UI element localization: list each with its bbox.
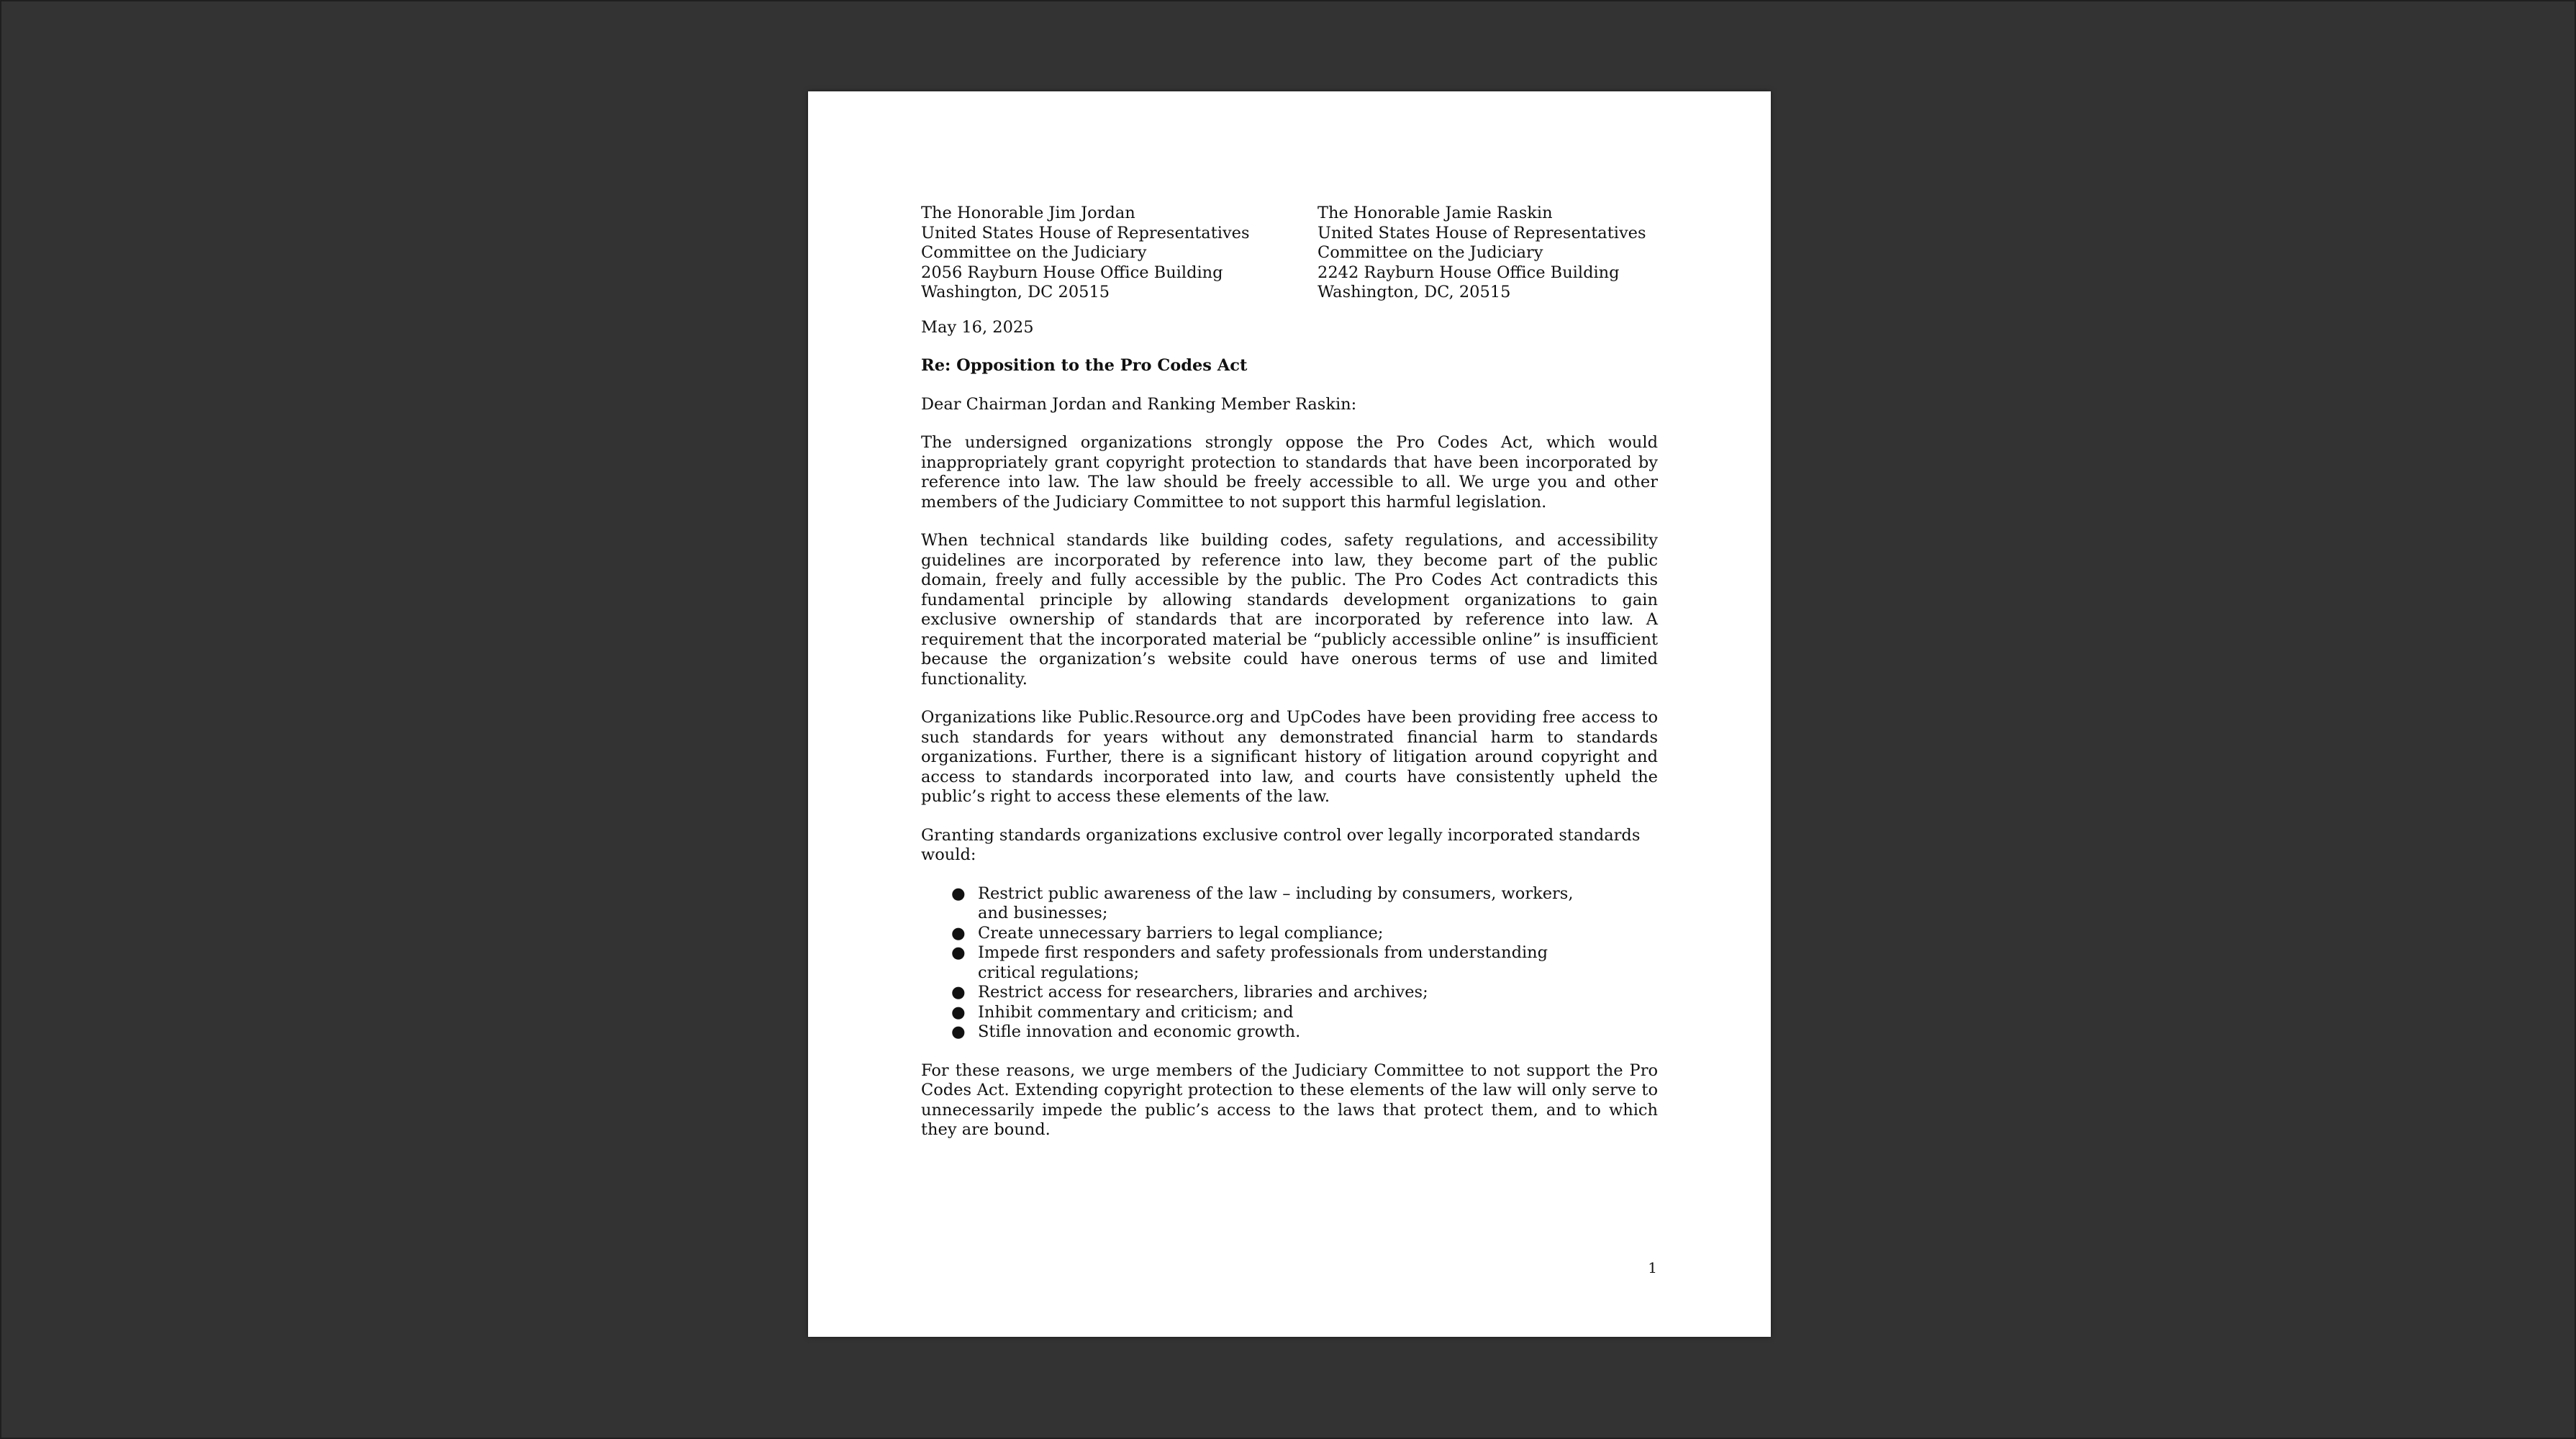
list-item-text: Impede first responders and safety professionals from understanding critical regulations; <box>978 943 1548 982</box>
page-number: 1 <box>1648 1259 1657 1276</box>
paragraph-1: The undersigned organizations strongly oppose the Pro Codes Act, which would inappropriately grant copyright protection to standards that have been incorporated by reference into law. The law should be freely accessible to all. We urge you and other members of the Judiciary Committee to not support this harmful legislation. <box>921 433 1658 512</box>
list-item <box>921 943 1589 983</box>
recipient-city: Washington, DC 20515 <box>921 283 1110 301</box>
recipient-addresses <box>921 204 1658 303</box>
list-item <box>921 1022 1589 1043</box>
list-item-text: Stifle innovation and economic growth. <box>978 1022 1301 1041</box>
letter-date: May 16, 2025 <box>921 317 1034 337</box>
list-intro: Granting standards organizations exclusive control over legally incorporated standards would: <box>921 825 1641 864</box>
bullet-icon: ● <box>951 923 966 943</box>
recipient-city: Washington, DC, 20515 <box>1318 283 1511 301</box>
recipient-name: The Honorable Jamie Raskin <box>1318 204 1553 222</box>
recipient-name: The Honorable Jim Jordan <box>921 204 1135 222</box>
paragraph-3: Organizations like Public.Resource.org and UpCodes have been providing free access to such standards for years without any demonstrated financial harm to standards organizations. Further, there is a significant history of litigation around copyright and access to standards incorporated into law, and courts have consistently upheld the public’s right to access these elements of the law. <box>921 708 1658 806</box>
recipient-office: 2056 Rayburn House Office Building <box>921 263 1223 282</box>
recipient-office: 2242 Rayburn House Office Building <box>1318 263 1620 282</box>
recipient-address-jordan <box>921 204 1318 303</box>
bullet-icon: ● <box>951 983 966 1002</box>
recipient-body: United States House of Representatives <box>1318 223 1646 242</box>
bullet-icon: ● <box>951 884 966 903</box>
list-item <box>921 983 1589 1003</box>
list-item <box>921 884 1589 924</box>
letter-body <box>921 204 1658 1140</box>
recipient-address-raskin <box>1318 204 1658 303</box>
document-page <box>808 91 1771 1337</box>
list-item <box>921 1003 1589 1023</box>
recipient-body: United States House of Representatives <box>921 223 1250 242</box>
paragraph-2: When technical standards like building codes, safety regulations, and accessibility guidelines are incorporated by reference into law, they become part of the public domain, freely and fully accessible by the public. The Pro Codes Act contradicts this fundamental principle by allowing standards development organizations to gain exclusive ownership of standards that are incorporated by reference into law. A requirement that the incorporated material be “publicly accessible online” is insufficient because the organization’s website could have onerous terms of use and limited functionality. <box>921 531 1658 689</box>
list-item <box>921 924 1589 944</box>
bullet-icon: ● <box>951 1022 966 1041</box>
closing-paragraph: For these reasons, we urge members of the Judiciary Committee to not support the Pro Codes Act. Extending copyright protection to these elements of the law will only serve to unnecessarily impede the public’s access to the laws that protect them, and to which they are bound. <box>921 1061 1658 1139</box>
recipient-committee: Committee on the Judiciary <box>1318 243 1543 262</box>
recipient-committee: Committee on the Judiciary <box>921 243 1147 262</box>
bullet-icon: ● <box>951 1002 966 1022</box>
list-item-text: Restrict public awareness of the law – including by consumers, workers, and businesses; <box>978 884 1574 922</box>
list-item-text: Restrict access for researchers, libraries and archives; <box>978 983 1428 1002</box>
bullet-icon: ● <box>951 943 966 962</box>
letter-subject: Re: Opposition to the Pro Codes Act <box>921 356 1248 375</box>
harms-list <box>921 884 1658 1043</box>
letter-salutation: Dear Chairman Jordan and Ranking Member Raskin: <box>921 394 1357 414</box>
list-item-text: Inhibit commentary and criticism; and <box>978 1002 1294 1022</box>
list-item-text: Create unnecessary barriers to legal compliance; <box>978 923 1384 943</box>
